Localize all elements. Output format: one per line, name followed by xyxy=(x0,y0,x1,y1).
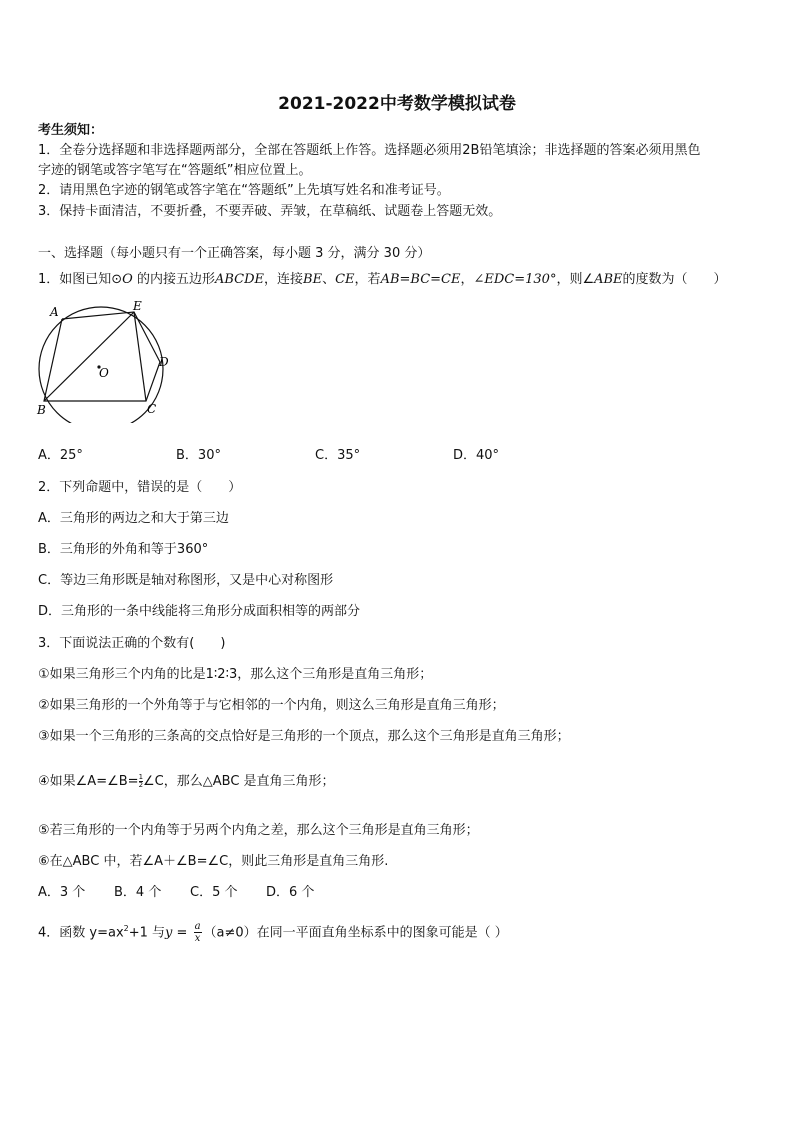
notice-item-1a: 1．全卷分选择题和非选择题两部分，全部在答题纸上作答。选择题必须用2B铅笔填涂；非选择题的答案必须用黑色 xyxy=(38,143,701,158)
question-3-stem: 3．下面说法正确的个数有( ) xyxy=(38,636,226,651)
label-b: B xyxy=(37,403,46,417)
q3-statement-6: ⑥在△ABC 中，若∠A＋∠B=∠C，则此三角形是直角三角形. xyxy=(38,854,389,869)
fraction-numerator: a xyxy=(194,921,201,933)
q1-option-c: C．35° xyxy=(315,448,361,463)
q4-text: 4．函数 y=ax xyxy=(38,925,124,941)
q4-text: （a≠0）在同一平面直角坐标系中的图象可能是（ ） xyxy=(203,925,508,941)
q3-option-c: C．5 个 xyxy=(190,885,238,900)
pentagon-abcde xyxy=(44,312,160,401)
q1-option-b: B．30° xyxy=(176,448,221,463)
q3-statement-1: ①如果三角形三个内角的比是1∶2∶3，那么这个三角形是直角三角形； xyxy=(38,667,433,682)
label-o: O xyxy=(99,366,109,380)
q1-o: O xyxy=(122,272,133,287)
q1-text: 的度数为（ ） xyxy=(622,272,727,287)
label-e: E xyxy=(133,299,142,313)
q1-equation: AB=BC=CE xyxy=(380,272,461,287)
q1-text: ，若 xyxy=(354,272,381,287)
section-heading: 一、选择题（每小题只有一个正确答案，每小题 3 分，满分 30 分） xyxy=(38,246,431,261)
q2-option-d: D．三角形的一条中线能将三角形分成面积相等的两部分 xyxy=(38,604,361,619)
q1-be: BE xyxy=(303,272,323,287)
fraction-denominator: 2 xyxy=(138,781,144,789)
q3-s4-text: ∠C，那么△ABC 是直角三角形； xyxy=(143,774,335,789)
q1-option-a: A．25° xyxy=(38,448,83,463)
q1-text: ， xyxy=(460,272,474,287)
q3-statement-5: ⑤若三角形的一个内角等于另两个内角之差，那么这个三角形是直角三角形； xyxy=(38,823,479,838)
question-1-stem xyxy=(38,271,727,288)
q2-option-a: A．三角形的两边之和大于第三边 xyxy=(38,511,229,526)
q3-option-a: A．3 个 xyxy=(38,885,86,900)
q1-text: ，连接 xyxy=(264,272,304,287)
pentagon-circle-figure xyxy=(34,298,174,423)
q2-option-b: B．三角形的外角和等于360° xyxy=(38,542,209,557)
notice-heading: 考生须知： xyxy=(38,123,104,138)
q3-option-d: D．6 个 xyxy=(266,885,315,900)
q1-text: 1．如图已知⊙ xyxy=(38,272,123,287)
q4-text: +1 与 xyxy=(128,925,166,941)
q3-statement-3: ③如果一个三角形的三条高的交点恰好是三角形的一个顶点，那么这个三角形是直角三角形； xyxy=(38,729,570,744)
q1-abe: ABE xyxy=(594,272,623,287)
q4-y: y xyxy=(165,925,173,941)
q3-option-b: B．4 个 xyxy=(114,885,162,900)
q1-ce: CE xyxy=(335,272,355,287)
q2-option-c: C．等边三角形既是轴对称图形，又是中心对称图形 xyxy=(38,573,334,588)
label-a: A xyxy=(50,305,59,319)
notice-item-3: 3．保持卡面清洁，不要折叠，不要弄破、弄皱，在草稿纸、试题卷上答题无效。 xyxy=(38,204,502,219)
question-2-stem: 2．下列命题中，错误的是（ ） xyxy=(38,480,242,495)
q1-text: ，则∠ xyxy=(556,272,595,287)
q1-angle: ∠EDC=130° xyxy=(473,272,557,287)
q1-option-d: D．40° xyxy=(453,448,500,463)
page-title: 2021-2022中考数学模拟试卷 xyxy=(278,94,516,114)
q3-s4-text: ④如果∠A=∠B= xyxy=(38,774,139,789)
notice-item-1b: 字迹的钢笔或答字笔写在“答题纸”相应位置上。 xyxy=(38,163,312,178)
q1-text: 、 xyxy=(322,272,336,287)
q1-abcde: ABCDE xyxy=(214,272,265,287)
question-4-stem xyxy=(38,920,508,944)
q1-text: 的内接五边形 xyxy=(132,272,215,287)
q3-statement-2: ②如果三角形的一个外角等于与它相邻的一个内角，则这么三角形是直角三角形； xyxy=(38,698,505,713)
label-c: C xyxy=(147,402,157,416)
q4-equals: = xyxy=(172,925,192,941)
fraction-numerator: 1 xyxy=(138,773,144,781)
circle-o xyxy=(39,307,163,423)
q4-exponent: 2 xyxy=(123,924,129,933)
a-over-x-fraction xyxy=(194,921,202,944)
notice-item-2: 2．请用黑色字迹的钢笔或答字笔在“答题纸”上先填写姓名和准考证号。 xyxy=(38,183,450,198)
q3-statement-4 xyxy=(38,773,335,790)
fraction-denominator: x xyxy=(194,933,201,945)
label-d: D xyxy=(159,355,169,369)
